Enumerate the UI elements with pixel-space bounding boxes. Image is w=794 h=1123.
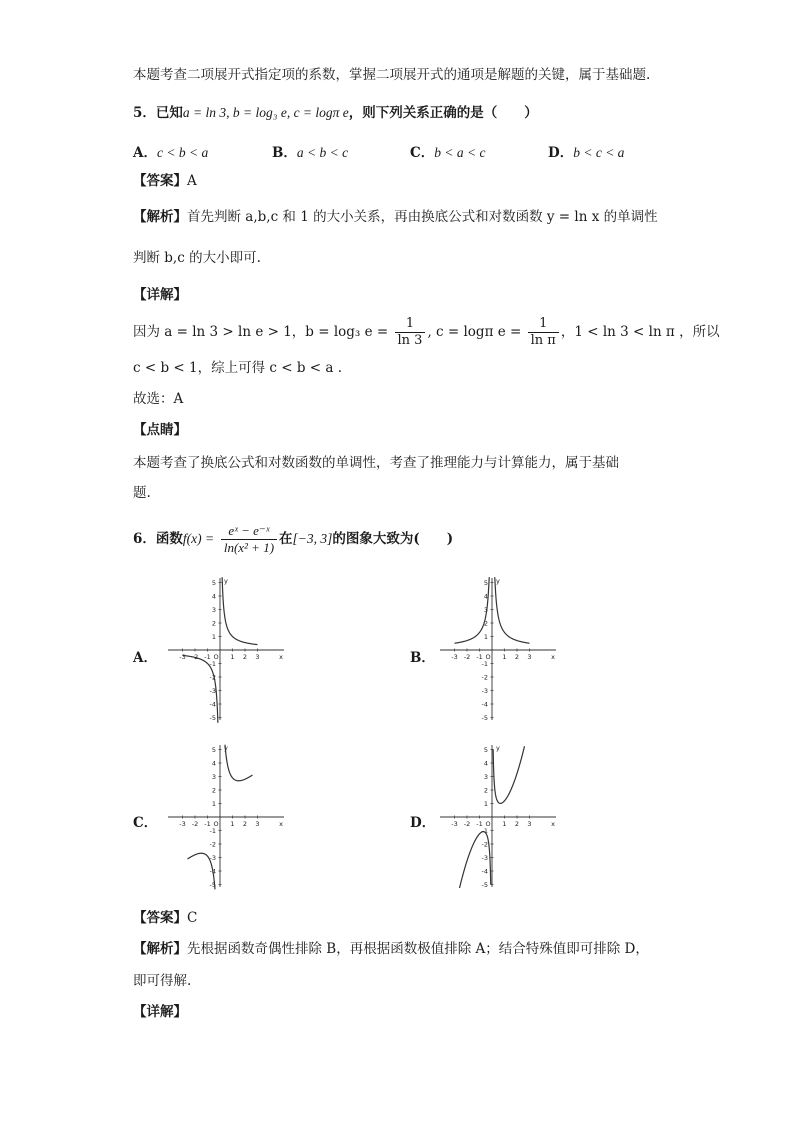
analysis-tag: 【解析】: [133, 941, 187, 957]
x-tick-label: -2: [191, 653, 199, 661]
y-tick-label: -3: [209, 854, 216, 862]
x-tick-label: -3: [451, 820, 458, 828]
x-axis-label: x: [551, 820, 555, 828]
analysis-text: 先根据函数奇偶性排除 B，再根据函数极值排除 A；结合特殊值即可排除 D，: [187, 941, 649, 957]
x-tick-label: -3: [451, 653, 458, 661]
y-tick-label: 3: [211, 606, 216, 614]
graph-label-b[interactable]: B．: [410, 650, 435, 666]
x-axis-label: x: [279, 820, 283, 828]
y-tick-label: -5: [481, 881, 488, 889]
q5-comment-line1: 本题考查了换底公式和对数函数的单调性，考查了推理能力与计算能力，属于基础: [133, 455, 619, 471]
graph-label-a[interactable]: A．: [133, 650, 157, 666]
q5-comment-line2: 题.: [133, 485, 151, 501]
q5-option-b[interactable]: [272, 141, 348, 161]
x-tick-label: -1: [204, 820, 211, 828]
answer-tag: 【答案】: [133, 173, 187, 189]
x-tick-label: 1: [502, 820, 507, 828]
q6-stem-prefix: 6．函数: [133, 531, 183, 547]
q5-detail-tag: 【详解】: [133, 287, 187, 303]
y-tick-label: -1: [481, 660, 488, 668]
fraction-denominator: ln(x² + 1): [223, 540, 275, 555]
q5-detail-line2: c < b < 1，综上可得 c < b < a .: [133, 360, 342, 376]
graph-c[interactable]: [160, 742, 290, 892]
fraction-denominator: ln π: [530, 333, 556, 348]
y-tick-label: -2: [481, 673, 488, 682]
answer-tag: 【答案】: [133, 910, 187, 926]
q5-option-letter: A．: [133, 145, 157, 161]
y-tick-label: -1: [209, 827, 216, 835]
q6-func-lhs: f(x) =: [182, 531, 215, 546]
y-tick-label: 3: [211, 773, 216, 781]
x-tick-label: -2: [463, 820, 471, 828]
intro-line: 本题考查二项展开式指定项的系数，掌握二项展开式的通项是解题的关键，属于基础题.: [133, 67, 651, 83]
q5-analysis-line1: [133, 208, 658, 226]
graph-b[interactable]: [432, 575, 562, 725]
answer-value: C: [187, 910, 198, 926]
y-tick-label: 4: [211, 592, 216, 601]
y-tick-label: -5: [209, 881, 216, 889]
y-axis-label: y: [496, 744, 500, 752]
curve-right-branch: [225, 745, 253, 781]
q5-stem-math: a = ln 3, b = log₃ e, c = logπ e: [182, 105, 349, 120]
y-tick-label: -4: [481, 700, 488, 709]
y-tick-label: 4: [483, 592, 488, 601]
q5-stem-suffix: ，则下列关系正确的是（ ）: [348, 105, 538, 121]
origin-label: O: [485, 820, 491, 828]
graph-d[interactable]: [432, 742, 562, 892]
fraction-numerator: 1: [395, 316, 426, 333]
y-tick-label: 2: [483, 619, 488, 628]
origin-label: O: [213, 653, 219, 661]
y-tick-label: -1: [209, 660, 216, 668]
x-tick-label: 3: [527, 653, 532, 661]
fraction-numerator: 1: [528, 316, 559, 333]
q5-detail-line1: [133, 312, 720, 352]
y-tick-label: -5: [481, 714, 488, 722]
q5-option-text: c < b < a: [156, 145, 209, 160]
x-tick-label: -2: [191, 820, 199, 828]
x-tick-label: 1: [230, 653, 235, 661]
x-tick-label: 2: [514, 653, 520, 661]
y-tick-label: 1: [483, 800, 488, 808]
q6-analysis-line1: [133, 940, 649, 958]
q5-analysis-line2: 判断 b,c 的大小即可.: [133, 250, 261, 266]
graph-label-c[interactable]: C．: [133, 815, 158, 831]
y-tick-label: -2: [209, 840, 216, 849]
q5-option-d[interactable]: [548, 141, 624, 161]
analysis-text: 首先判断 a,b,c 和 1 的大小关系，再由换底公式和对数函数 y = ln x 的单调性: [187, 209, 658, 225]
y-tick-label: -2: [209, 673, 216, 682]
y-tick-label: 2: [211, 786, 216, 795]
y-tick-label: -3: [209, 687, 216, 695]
y-tick-label: -5: [209, 714, 216, 722]
y-tick-label: 5: [483, 579, 488, 587]
q6-stem-mid: 在: [279, 531, 293, 547]
q5-option-a[interactable]: [133, 141, 208, 161]
graph-a[interactable]: [160, 575, 290, 725]
y-tick-label: 4: [483, 759, 488, 768]
y-tick-label: 5: [211, 746, 216, 754]
q5-option-text: a < b < c: [296, 145, 349, 160]
y-tick-label: -3: [481, 687, 488, 695]
q5-stem-prefix: 5．已知: [133, 105, 183, 121]
q5-option-text: b < a < c: [434, 145, 486, 160]
x-tick-label: -1: [204, 653, 211, 661]
q5-answer: [133, 172, 197, 190]
y-tick-label: 3: [483, 606, 488, 614]
y-tick-label: 3: [483, 773, 488, 781]
y-axis-label: y: [224, 744, 228, 752]
origin-label: O: [485, 653, 491, 661]
analysis-tag: 【解析】: [133, 209, 187, 225]
fraction-1-over-lnpi: [528, 316, 559, 349]
fraction-1-over-ln3: [395, 316, 426, 349]
q6-answer: [133, 909, 197, 927]
y-tick-label: 1: [211, 633, 216, 641]
detail-text-b: , c = logπ e =: [427, 324, 522, 340]
q6-analysis-line2: 即可得解.: [133, 973, 192, 989]
y-tick-label: 5: [211, 579, 216, 587]
q6-detail-tag: 【详解】: [133, 1004, 187, 1020]
q5-option-letter: D．: [548, 145, 574, 161]
x-tick-label: -2: [463, 653, 471, 661]
x-tick-label: 2: [514, 820, 520, 828]
y-tick-label: 5: [483, 746, 488, 754]
detail-text-c: ，1 < ln 3 < ln π ，所以: [560, 324, 720, 340]
y-tick-label: 1: [483, 633, 488, 641]
y-tick-label: -4: [209, 867, 216, 876]
x-tick-label: -3: [179, 653, 186, 661]
y-tick-label: -2: [481, 840, 488, 849]
curve-right-branch: [493, 746, 524, 803]
x-tick-label: 1: [502, 653, 507, 661]
q6-stem-suffix: 的图象大致为( ): [332, 531, 454, 547]
x-tick-label: -3: [179, 820, 186, 828]
graph-label-d[interactable]: D．: [410, 815, 436, 831]
answer-value: A: [187, 173, 197, 189]
curve-right-branch: [222, 577, 257, 644]
y-tick-label: 1: [211, 800, 216, 808]
fraction-numerator: eˣ − e⁻ˣ: [221, 523, 277, 540]
x-tick-label: 1: [230, 820, 235, 828]
y-axis-label: y: [224, 577, 228, 585]
x-axis-label: x: [279, 653, 283, 661]
fraction-denominator: ln 3: [397, 333, 423, 348]
x-tick-label: 2: [242, 653, 248, 661]
curve-right-branch: [495, 577, 530, 643]
q5-option-letter: B．: [272, 145, 297, 161]
q6-function-fraction: [221, 523, 277, 556]
detail-text-a: 因为 a = ln 3 > ln e > 1，b = log₃ e =: [133, 324, 389, 340]
q5-option-c[interactable]: [410, 141, 485, 161]
x-tick-label: 2: [242, 820, 248, 828]
x-axis-label: x: [551, 653, 555, 661]
y-tick-label: -1: [481, 827, 488, 835]
y-tick-label: -4: [209, 700, 216, 709]
y-axis-label: y: [496, 577, 500, 585]
x-tick-label: 3: [527, 820, 532, 828]
q5-option-text: b < c < a: [573, 145, 625, 160]
y-tick-label: 4: [211, 759, 216, 768]
q5-stem: [133, 104, 538, 122]
y-tick-label: -3: [481, 854, 488, 862]
q5-option-letter: C．: [410, 145, 435, 161]
x-tick-label: 3: [255, 820, 260, 828]
q6-interval: [−3, 3]: [292, 531, 333, 546]
y-tick-label: 2: [211, 619, 216, 628]
q6-stem: [133, 519, 453, 559]
y-tick-label: -4: [481, 867, 488, 876]
x-tick-label: -1: [476, 653, 483, 661]
q5-choose: 故选：A: [133, 391, 184, 407]
y-tick-label: 2: [483, 786, 488, 795]
q5-comment-tag: 【点睛】: [133, 422, 187, 438]
x-tick-label: -1: [476, 820, 483, 828]
x-tick-label: 3: [255, 653, 260, 661]
origin-label: O: [213, 820, 219, 828]
